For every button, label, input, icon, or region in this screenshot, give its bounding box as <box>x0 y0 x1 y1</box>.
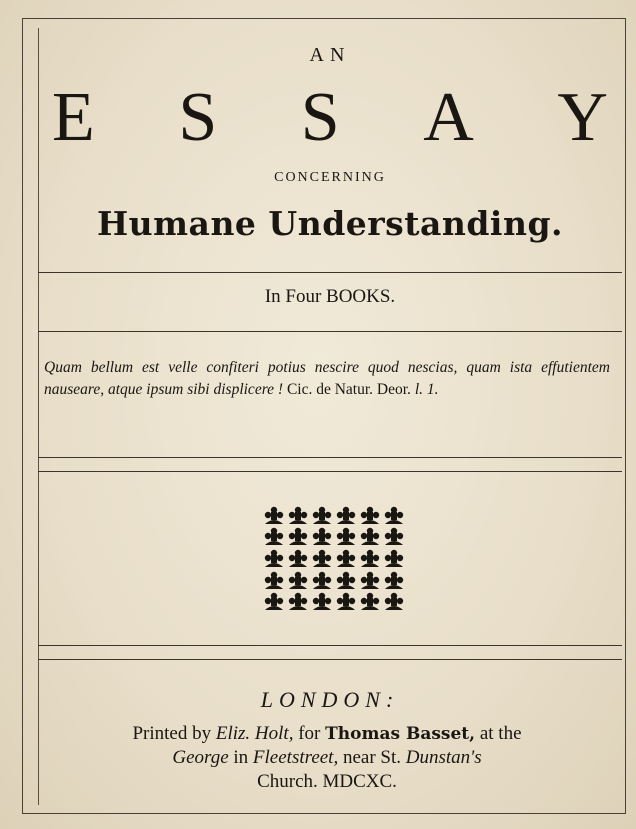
title-concerning: CONCERNING <box>274 170 386 185</box>
fleuron-icon <box>382 570 406 592</box>
fleuron-icon <box>310 505 334 527</box>
fleuron-icon <box>334 548 358 570</box>
essay-letter: S <box>178 79 218 156</box>
fleuron-icon <box>262 591 286 613</box>
divider-rule <box>38 272 622 273</box>
fleuron-icon <box>382 548 406 570</box>
printers-ornament <box>262 505 406 613</box>
imprint-bookseller: Thomas Basset, <box>325 724 476 744</box>
fleuron-icon <box>334 505 358 527</box>
epigraph-citation-book: l. 1. <box>414 381 439 398</box>
imprint-near: near St. <box>342 747 402 768</box>
essay-letter: Y <box>557 79 608 156</box>
fleuron-icon <box>262 527 286 549</box>
fleuron-icon <box>358 527 382 549</box>
imprint <box>44 722 610 794</box>
imprint-church: Church. <box>257 771 318 792</box>
imprint-year: MDCXC. <box>322 771 397 792</box>
divider-rule <box>38 331 622 332</box>
epigraph-latin: Quam bellum est velle confiteri potius nescire quod nescias, quam ista effutientem nauseare, atque ipsum sibi displicere ! <box>44 359 610 398</box>
fleuron-icon <box>310 527 334 549</box>
essay-letter: E <box>52 79 95 156</box>
fleuron-icon <box>262 505 286 527</box>
divider-rule <box>38 645 622 646</box>
imprint-for: for <box>298 723 321 744</box>
imprint-street: Fleetstreet, <box>252 747 339 768</box>
divider-rule <box>38 457 622 458</box>
fleuron-icon <box>286 570 310 592</box>
imprint-sign: George <box>172 747 229 768</box>
imprint-church-name: Dunstan's <box>405 747 482 768</box>
fleuron-icon <box>286 505 310 527</box>
divider-rule <box>38 659 622 660</box>
fleuron-icon <box>382 527 406 549</box>
imprint-place: LONDON: <box>260 687 400 712</box>
imprint-at-the: at the <box>479 723 522 744</box>
fleuron-icon <box>358 548 382 570</box>
imprint-printer: Eliz. Holt, <box>215 723 294 744</box>
fleuron-icon <box>310 570 334 592</box>
fleuron-icon <box>286 548 310 570</box>
fleuron-icon <box>334 527 358 549</box>
fleuron-icon <box>358 505 382 527</box>
fleuron-icon <box>310 548 334 570</box>
essay-letter: S <box>300 79 340 156</box>
fleuron-icon <box>358 570 382 592</box>
title-an: AN <box>309 44 351 66</box>
imprint-in: in <box>233 747 249 768</box>
fleuron-icon <box>382 591 406 613</box>
title-subject: Humane Understanding. <box>96 204 564 243</box>
epigraph-citation: Cic. de Natur. Deor. <box>286 381 411 398</box>
fleuron-icon <box>286 527 310 549</box>
fleuron-icon <box>358 591 382 613</box>
epigraph <box>44 357 610 401</box>
title-essay <box>38 78 622 158</box>
fleuron-icon <box>310 591 334 613</box>
books-line: In Four BOOKS. <box>264 286 396 307</box>
essay-letter: A <box>423 79 474 156</box>
divider-rule <box>38 471 622 472</box>
fleuron-icon <box>262 548 286 570</box>
fleuron-icon <box>382 505 406 527</box>
fleuron-icon <box>334 591 358 613</box>
imprint-printed-by: Printed by <box>132 723 212 744</box>
fleuron-icon <box>286 591 310 613</box>
fleuron-icon <box>334 570 358 592</box>
fleuron-icon <box>262 570 286 592</box>
